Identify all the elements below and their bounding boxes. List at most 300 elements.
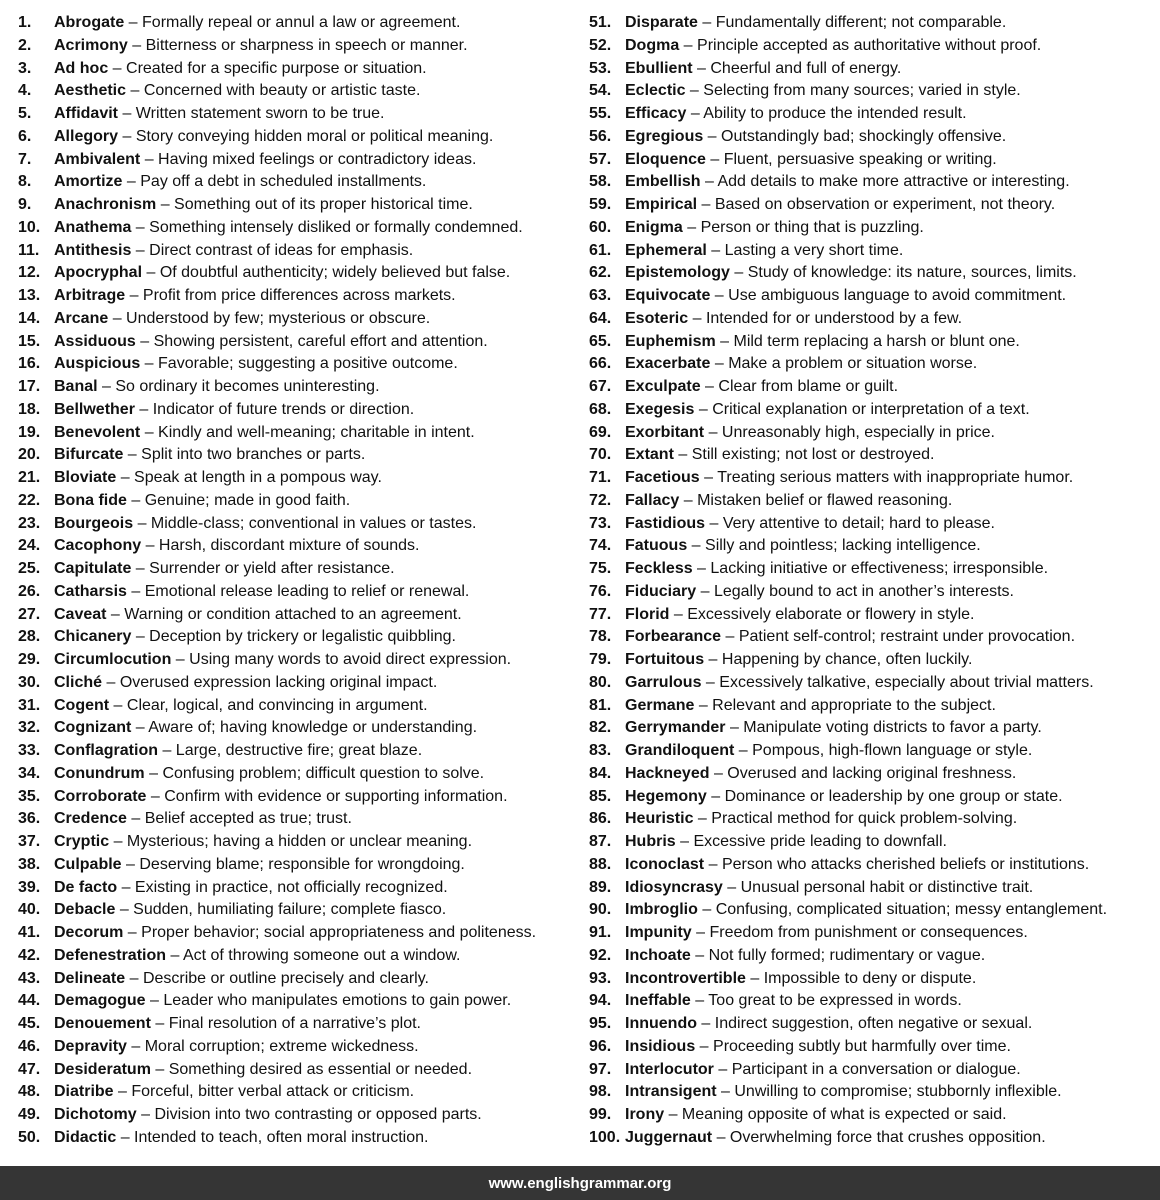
list-item (589, 308, 1155, 331)
item-dash: – (108, 309, 127, 327)
item-definition: Mistaken belief or flawed reasoning. (697, 491, 953, 509)
list-item (18, 899, 583, 922)
item-text (54, 626, 456, 649)
item-text (625, 877, 1033, 900)
item-text (54, 808, 352, 831)
item-text (625, 422, 995, 445)
item-dash: – (118, 127, 136, 145)
item-definition: Meaning opposite of what is expected or said. (681, 1106, 1007, 1123)
item-text (54, 968, 429, 991)
item-number: 63. (589, 287, 612, 304)
item-number: 39. (18, 878, 41, 896)
item-number: 9. (18, 196, 32, 213)
item-dash: – (131, 218, 150, 236)
item-dash: – (102, 673, 120, 691)
item-definition: Emotional release leading to relief or renewal. (144, 582, 470, 600)
item-number: 37. (18, 833, 41, 850)
item-dash: – (106, 605, 125, 623)
item-dash: – (697, 196, 715, 213)
item-text (54, 831, 472, 854)
item-number: 45. (18, 1015, 41, 1032)
list-item (589, 58, 1155, 81)
item-text (54, 717, 477, 740)
item-dash: – (695, 1037, 714, 1055)
item-number: 69. (589, 423, 612, 441)
item-text (625, 922, 1028, 945)
item-definition: Concerned with beauty or artistic taste. (143, 82, 421, 100)
item-definition: Bitterness or sharpness in speech or manner. (145, 36, 468, 54)
item-word: Bloviate (54, 469, 117, 486)
list-item (589, 649, 1155, 672)
item-definition: Act of throwing someone out a window. (182, 946, 461, 964)
list-item (18, 968, 583, 991)
item-dash: – (696, 1015, 715, 1032)
item-text (54, 877, 448, 900)
item-dash: – (710, 287, 729, 304)
item-dash: – (704, 855, 722, 873)
item-definition: Sudden, humiliating failure; complete fiasco. (133, 901, 447, 919)
item-number: 49. (18, 1106, 41, 1123)
item-text (625, 376, 898, 399)
list-item (589, 80, 1155, 103)
item-definition: Fluent, persuasive speaking or writing. (723, 150, 997, 168)
item-definition: Harsh, discordant mixture of sounds. (158, 537, 420, 555)
list-item (18, 376, 583, 399)
item-word: Culpable (54, 855, 122, 873)
list-item (18, 217, 583, 240)
item-number: 2. (18, 36, 32, 54)
item-word: Hubris (625, 833, 676, 850)
list-item (18, 604, 583, 627)
item-number: 42. (18, 946, 41, 964)
item-text (54, 217, 523, 240)
item-dash: – (127, 36, 146, 54)
item-dash: – (682, 218, 701, 236)
item-number: 85. (589, 787, 612, 805)
item-number: 43. (18, 969, 41, 987)
item-dash: – (124, 14, 143, 31)
item-definition: Excessive pride leading to downfall. (693, 833, 947, 850)
item-number: 23. (18, 514, 41, 532)
item-definition: Deception by trickery or legalistic quibbling. (149, 628, 456, 646)
item-text (54, 12, 460, 35)
item-number: 47. (18, 1060, 41, 1078)
item-definition: Legally bound to act in another’s interests. (713, 582, 1014, 600)
item-number: 98. (589, 1083, 612, 1101)
item-definition: Still existing; not lost or destroyed. (691, 446, 935, 464)
item-number: 53. (589, 59, 612, 77)
item-dash: – (694, 400, 713, 418)
item-number: 78. (589, 628, 612, 646)
item-text (54, 126, 493, 149)
list-item (589, 604, 1155, 627)
item-word: Cliché (54, 673, 103, 691)
item-definition: So ordinary it becomes uninteresting. (115, 378, 380, 395)
list-item (589, 331, 1155, 354)
item-text (625, 194, 1055, 217)
item-number: 33. (18, 742, 41, 759)
item-number: 84. (589, 764, 612, 782)
item-definition: Very attentive to detail; hard to please. (722, 514, 995, 532)
item-dash: – (136, 1106, 155, 1123)
item-number: 71. (589, 469, 612, 486)
item-dash: – (693, 810, 712, 828)
footer-url[interactable]: www.englishgrammar.org (488, 1174, 672, 1192)
item-definition: Large, destructive fire; great blaze. (175, 742, 423, 759)
item-number: 54. (589, 82, 612, 100)
item-text (54, 35, 468, 58)
item-number: 19. (18, 423, 41, 441)
item-number: 10. (18, 218, 41, 236)
item-dash: – (706, 241, 725, 259)
item-text (625, 467, 1073, 490)
item-dash: – (696, 582, 714, 600)
item-word: Ebullient (625, 59, 693, 77)
list-item (589, 945, 1155, 968)
item-text (625, 58, 901, 81)
item-number: 87. (589, 833, 612, 850)
item-dash: – (116, 1128, 135, 1146)
item-number: 14. (18, 309, 41, 327)
item-word: Bifurcate (54, 446, 124, 464)
item-definition: Happening by chance, often luckily. (721, 651, 973, 668)
item-word: Interlocutor (625, 1060, 714, 1078)
item-number: 68. (589, 400, 612, 418)
item-definition: Proceeding subtly but harmfully over time. (713, 1037, 1011, 1055)
item-definition: Treating serious matters with inappropriate humor. (717, 469, 1074, 486)
item-word: Inchoate (625, 946, 691, 964)
list-item (589, 490, 1155, 513)
list-item (589, 217, 1155, 240)
item-definition: Describe or outline precisely and clearly. (142, 969, 429, 987)
item-dash: – (703, 127, 722, 145)
item-definition: Indicator of future trends or direction. (152, 400, 415, 418)
item-dash: – (113, 1083, 132, 1101)
item-definition: Formally repeal or annul a law or agreement. (142, 14, 461, 31)
item-definition: Final resolution of a narrative’s plot. (168, 1015, 421, 1032)
item-number: 40. (18, 901, 41, 919)
item-word: Apocryphal (54, 264, 143, 282)
item-definition: Use ambiguous language to avoid commitment. (728, 287, 1067, 304)
item-number: 82. (589, 719, 612, 737)
item-dash: – (150, 1060, 169, 1078)
item-text (54, 1036, 419, 1059)
item-dash: – (704, 651, 722, 668)
item-number: 36. (18, 810, 41, 828)
list-item (589, 558, 1155, 581)
item-word: Extant (625, 446, 674, 464)
item-dash: – (685, 82, 704, 100)
list-item (589, 376, 1155, 399)
item-text (625, 899, 1107, 922)
item-number: 72. (589, 491, 612, 509)
list-item (589, 1081, 1155, 1104)
item-definition: Manipulate voting districts to favor a party. (743, 719, 1042, 737)
item-word: Exculpate (625, 378, 701, 395)
item-dash: – (713, 1060, 732, 1078)
item-dash: – (700, 378, 719, 395)
item-number: 41. (18, 924, 41, 941)
item-dash: – (126, 810, 145, 828)
item-word: Florid (625, 605, 670, 623)
item-word: Caveat (54, 605, 107, 623)
item-word: Abrogate (54, 14, 125, 31)
item-text (625, 1059, 1021, 1082)
list-item (589, 968, 1155, 991)
item-word: Esoteric (625, 309, 689, 327)
item-text (54, 353, 458, 376)
item-number: 15. (18, 332, 41, 350)
item-number: 11. (18, 241, 40, 259)
item-word: Germane (625, 696, 695, 714)
item-number: 48. (18, 1083, 41, 1101)
item-number: 74. (589, 537, 612, 555)
item-number: 86. (589, 810, 612, 828)
item-definition: Participant in a conversation or dialogue. (731, 1060, 1021, 1078)
item-word: Euphemism (625, 332, 716, 350)
item-definition: Excessively talkative, especially about trivial matters. (719, 673, 1094, 691)
item-dash: – (150, 1015, 169, 1032)
item-definition: Outstandingly bad; shockingly offensive. (721, 127, 1007, 145)
item-definition: Favorable; suggesting a positive outcome. (158, 355, 458, 373)
item-text (625, 285, 1066, 308)
item-text (54, 376, 380, 399)
item-word: Juggernaut (625, 1128, 713, 1146)
item-definition: Unreasonably high, especially in price. (721, 423, 995, 441)
item-dash: – (697, 901, 716, 919)
item-number: 55. (589, 105, 612, 122)
item-word: Auspicious (54, 355, 141, 373)
item-dash: – (166, 946, 183, 964)
item-text (54, 467, 382, 490)
item-text (625, 558, 1048, 581)
item-text (625, 240, 903, 263)
item-number: 31. (18, 696, 41, 714)
item-word: Disparate (625, 14, 698, 31)
item-word: Heuristic (625, 810, 694, 828)
item-dash: – (135, 332, 154, 350)
item-number: 79. (589, 651, 612, 668)
item-definition: Moral corruption; extreme wickedness. (144, 1037, 419, 1055)
list-item (18, 399, 583, 422)
item-text (54, 331, 488, 354)
item-word: Exegesis (625, 400, 695, 418)
item-definition: Understood by few; mysterious or obscure. (126, 309, 431, 327)
item-dash: – (108, 59, 127, 77)
footer-bar (0, 1166, 1160, 1200)
list-item (589, 1013, 1155, 1036)
item-number: 1. (18, 14, 32, 31)
item-dash: – (704, 423, 722, 441)
item-definition: Speak at length in a pompous way. (134, 469, 382, 486)
item-definition: Indirect suggestion, often negative or sexual. (714, 1015, 1033, 1032)
item-word: Anachronism (54, 196, 157, 213)
item-dash: – (118, 105, 136, 122)
item-word: Conflagration (54, 742, 158, 759)
item-dash: – (712, 1128, 730, 1146)
list-item (589, 240, 1155, 263)
item-definition: Pay off a debt in scheduled installments. (140, 173, 427, 191)
item-text (54, 604, 462, 627)
item-number: 32. (18, 719, 41, 737)
item-word: Incontrovertible (625, 969, 746, 987)
item-number: 25. (18, 560, 41, 577)
item-word: Cacophony (54, 537, 142, 555)
item-word: Defenestration (54, 946, 167, 964)
item-text (625, 513, 995, 536)
item-definition: Relevant and appropriate to the subject. (712, 696, 996, 714)
item-dash: – (686, 105, 704, 122)
item-text (54, 1059, 472, 1082)
item-word: Dichotomy (54, 1106, 137, 1123)
item-dash: – (692, 59, 711, 77)
list-item (18, 194, 583, 217)
item-text (625, 80, 1021, 103)
item-definition: Clear from blame or guilt. (718, 378, 899, 395)
item-number: 21. (18, 469, 41, 486)
list-item (18, 171, 583, 194)
item-word: Desideratum (54, 1060, 151, 1078)
list-item (18, 649, 583, 672)
item-text (625, 126, 1006, 149)
item-text (54, 786, 508, 809)
item-dash: – (123, 446, 142, 464)
item-text (54, 945, 460, 968)
vocabulary-list (0, 12, 1160, 1152)
item-definition: Fundamentally different; not comparable. (715, 14, 1007, 31)
item-number: 30. (18, 673, 41, 691)
item-number: 35. (18, 787, 41, 805)
item-text (54, 740, 422, 763)
item-dash: – (690, 992, 709, 1010)
item-dash: – (734, 742, 753, 759)
item-definition: Kindly and well-meaning; charitable in intent. (158, 423, 475, 441)
item-dash: – (687, 537, 706, 555)
item-definition: Something desired as essential or needed. (168, 1060, 473, 1078)
list-item (589, 763, 1155, 786)
list-item (18, 513, 583, 536)
item-text (625, 171, 1070, 194)
list-item (589, 422, 1155, 445)
item-word: Diatribe (54, 1083, 114, 1101)
list-item (589, 194, 1155, 217)
item-word: Eclectic (625, 82, 686, 100)
item-number: 81. (589, 696, 612, 714)
item-text (54, 1104, 482, 1127)
item-text (625, 331, 1020, 354)
list-item (18, 877, 583, 900)
item-number: 75. (589, 560, 612, 577)
item-definition: Patient self-control; restraint under provocation. (738, 628, 1076, 646)
item-number: 50. (18, 1128, 41, 1146)
item-number: 12. (18, 264, 41, 282)
item-text (625, 649, 972, 672)
list-item (18, 490, 583, 513)
list-item (589, 626, 1155, 649)
item-text (625, 535, 981, 558)
item-number: 65. (589, 332, 612, 350)
item-number: 34. (18, 764, 41, 782)
item-dash: – (694, 696, 713, 714)
item-definition: Mild term replacing a harsh or blunt one. (733, 332, 1020, 350)
item-dash: – (679, 36, 698, 54)
item-definition: Dominance or leadership by one group or state. (724, 787, 1063, 805)
item-word: Conundrum (54, 764, 145, 782)
item-number: 97. (589, 1060, 612, 1078)
item-definition: Lacking initiative or effectiveness; irresponsible. (710, 560, 1049, 577)
list-item (18, 581, 583, 604)
list-item (589, 899, 1155, 922)
item-definition: Pompous, high-flown language or style. (752, 742, 1033, 759)
item-dash: – (705, 150, 724, 168)
item-text (54, 103, 385, 126)
item-text (54, 171, 426, 194)
item-dash: – (134, 400, 153, 418)
list-item (18, 353, 583, 376)
item-text (54, 649, 511, 672)
item-word: Eloquence (625, 150, 706, 168)
list-item (589, 149, 1155, 172)
item-dash: – (146, 787, 165, 805)
item-dash: – (725, 719, 744, 737)
list-item (18, 808, 583, 831)
item-dash: – (679, 491, 698, 509)
list-item (18, 535, 583, 558)
item-word: Facetious (625, 469, 700, 486)
item-dash: – (697, 14, 716, 31)
item-text (54, 513, 476, 536)
list-item (18, 1059, 583, 1082)
item-word: Grandiloquent (625, 742, 735, 759)
item-number: 20. (18, 446, 41, 464)
item-word: Ambivalent (54, 150, 141, 168)
list-item (18, 990, 583, 1013)
item-text (625, 12, 1006, 35)
item-definition: Proper behavior; social appropriateness and politeness. (141, 924, 537, 941)
item-number: 17. (18, 378, 41, 395)
list-item (18, 1104, 583, 1127)
item-word: Denouement (54, 1015, 151, 1032)
item-word: Feckless (625, 560, 693, 577)
list-item (18, 331, 583, 354)
item-dash: – (673, 446, 692, 464)
item-word: Intransigent (625, 1083, 717, 1101)
item-text (54, 990, 511, 1013)
item-definition: Surrender or yield after resistance. (149, 560, 395, 577)
item-text (54, 285, 456, 308)
item-definition: Lasting a very short time. (724, 241, 904, 259)
item-word: Ad hoc (54, 59, 109, 77)
list-item (589, 126, 1155, 149)
item-word: Arbitrage (54, 287, 126, 304)
item-word: Depravity (54, 1037, 127, 1055)
item-dash: – (144, 764, 163, 782)
item-word: Imbroglio (625, 901, 698, 919)
item-dash: – (109, 696, 127, 714)
item-definition: Having mixed feelings or contradictory ideas. (158, 150, 477, 168)
item-definition: Confirm with evidence or supporting information. (164, 787, 508, 805)
list-item (18, 12, 583, 35)
item-word: Affidavit (54, 105, 118, 122)
item-definition: Middle-class; conventional in values or tastes. (150, 514, 477, 532)
list-item (589, 1104, 1155, 1127)
item-number: 3. (18, 59, 32, 77)
item-number: 80. (589, 673, 612, 691)
item-number: 28. (18, 628, 41, 646)
item-dash: – (156, 196, 175, 213)
item-word: Didactic (54, 1128, 117, 1146)
item-number: 100. (589, 1128, 621, 1146)
